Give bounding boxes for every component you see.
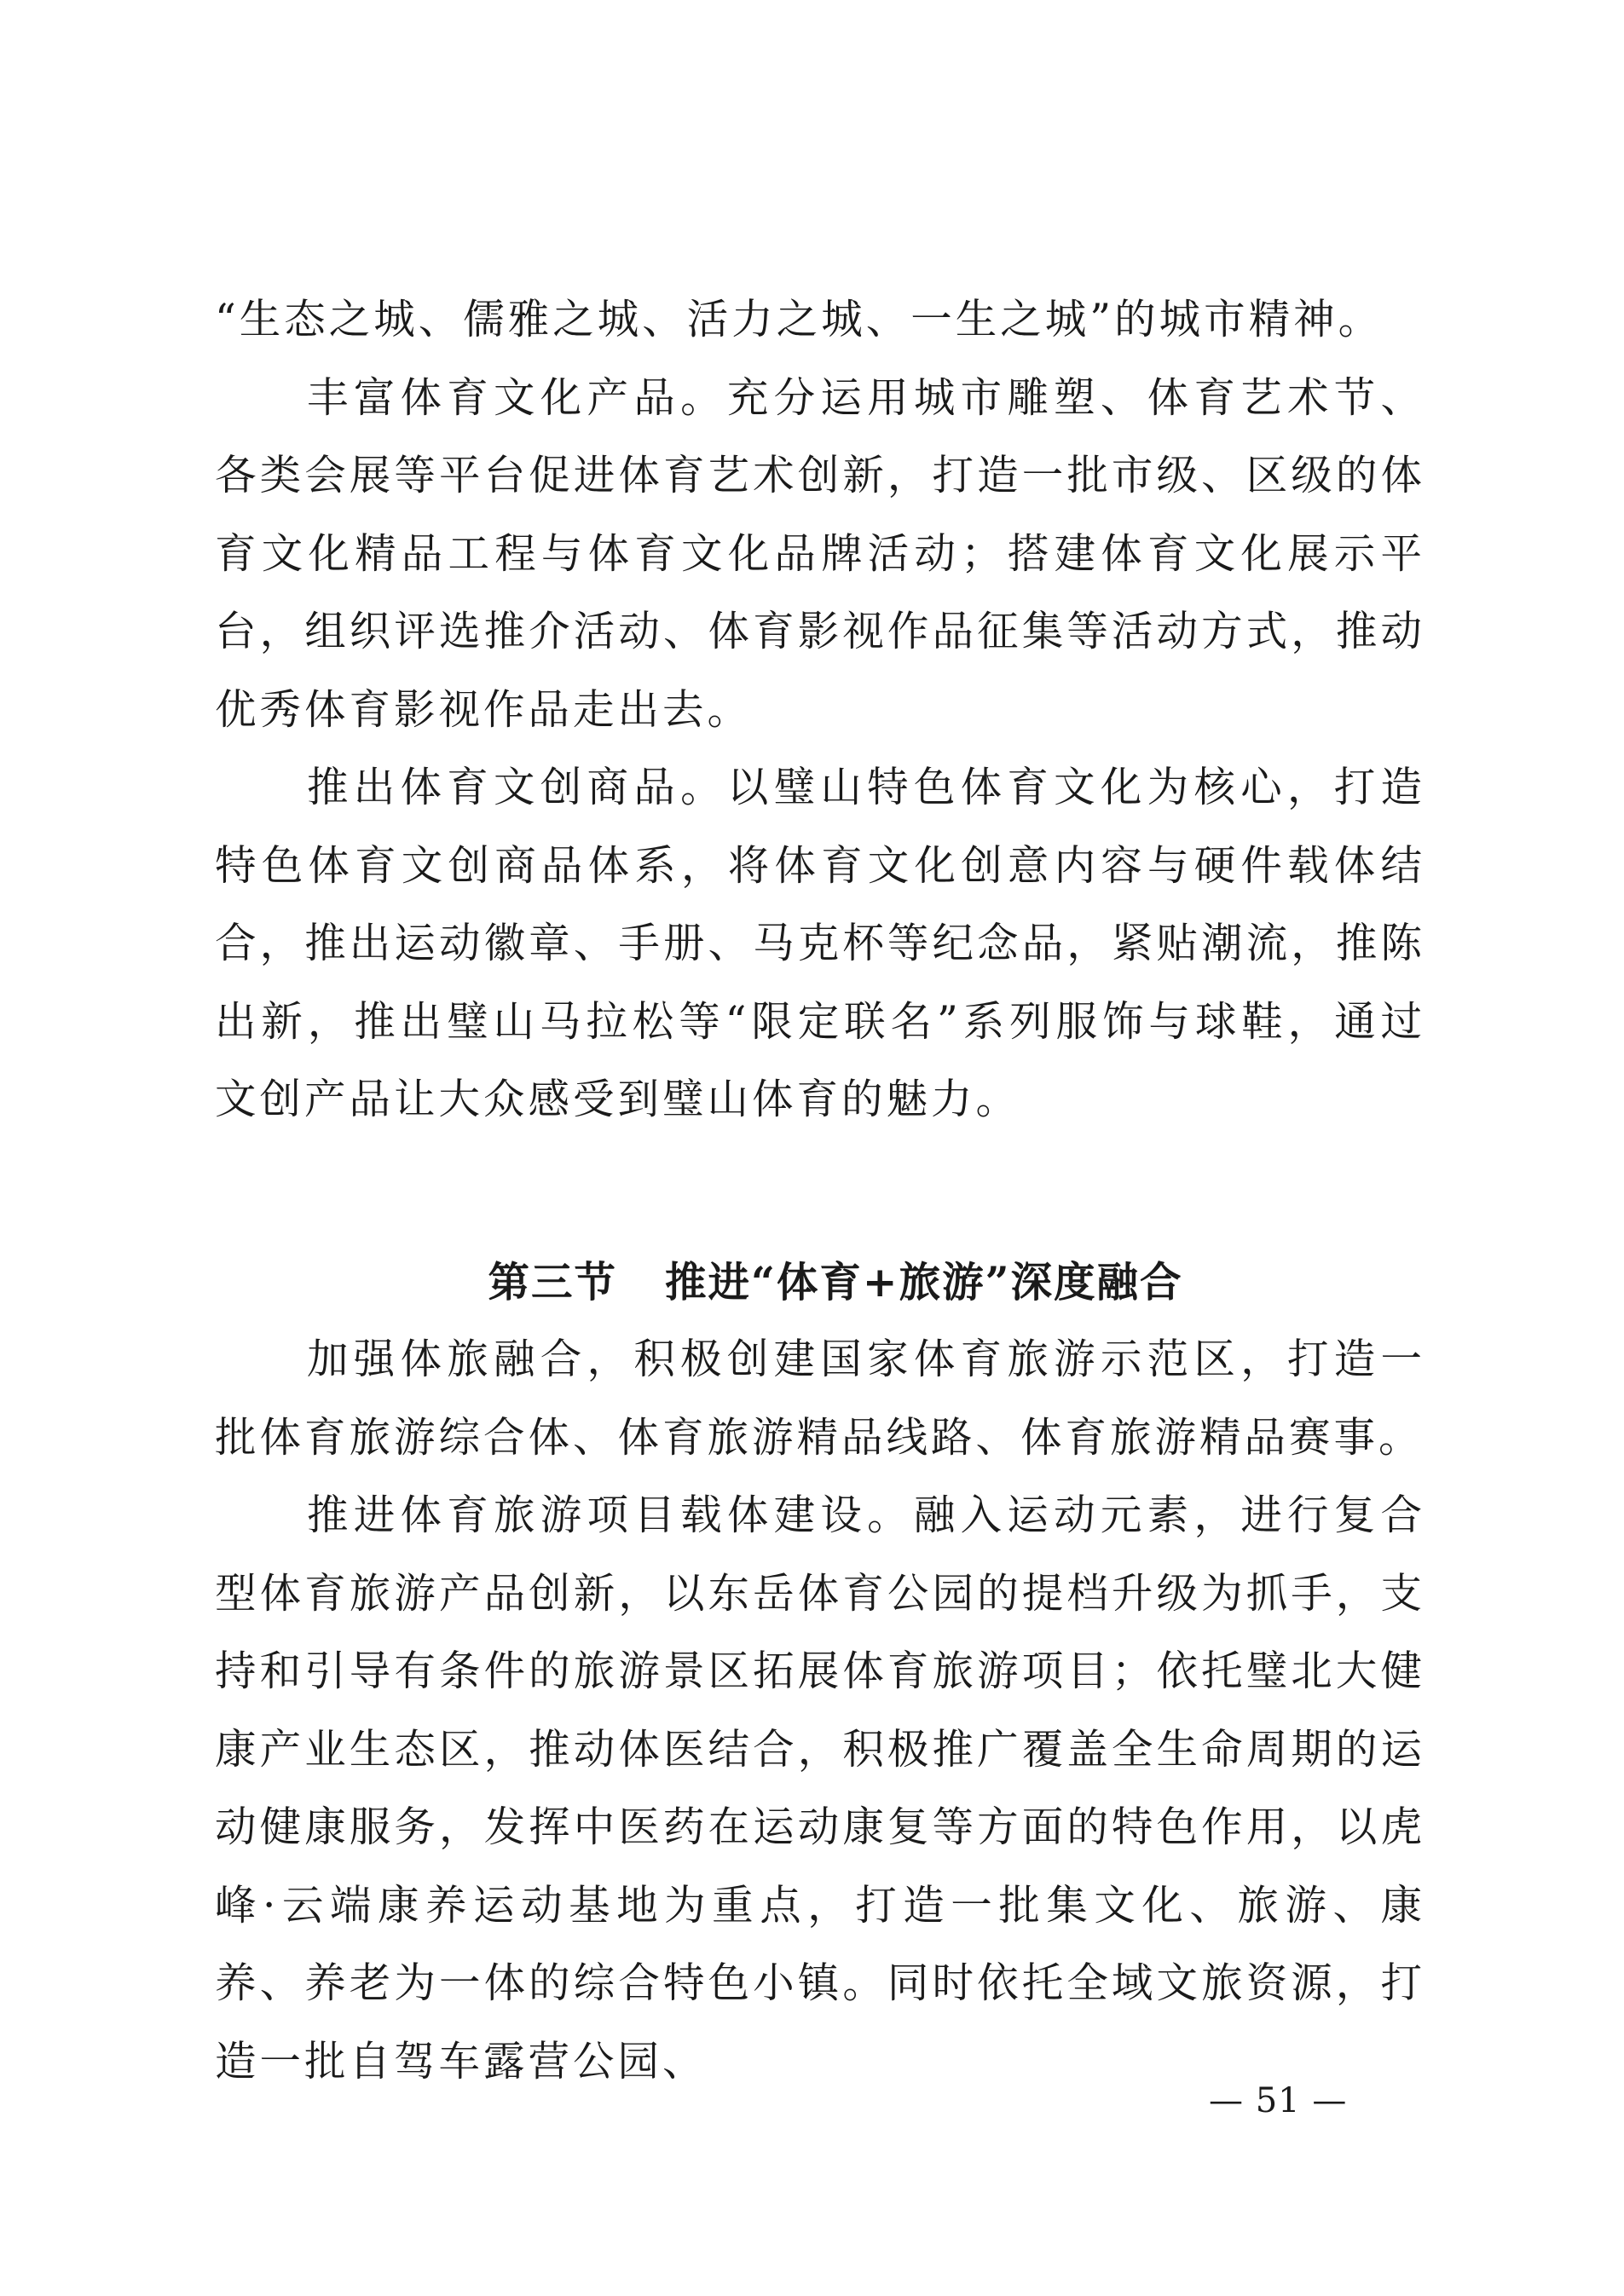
section-title: 推进“体育+旅游”深度融合 xyxy=(665,1257,1183,1307)
paragraph-sports-culture-products: 丰富体育文化产品。充分运用城市雕塑、体育艺术节、各类会展等平台促进体育艺术创新，打造一批市级、区级的体育文化精品工程与体育文化品牌活动；搭建体育文化展示平台，组织评选推介活动、体育影视作品征集等活动方式，推动优秀体育影视作品走出去。 xyxy=(215,373,1425,734)
paragraph-sports-tourism-integration: 加强体旅融合，积极创建国家体育旅游示范区，打造一批体育旅游综合体、体育旅游精品线路、体育旅游精品赛事。 xyxy=(215,1335,1425,1462)
page-number: — 51 — xyxy=(1209,2081,1348,2120)
paragraph-sports-tourism-projects: 推进体育旅游项目载体建设。融入运动元素，进行复合型体育旅游产品创新，以东岳体育公园的提档升级为抓手，支持和引导有条件的旅游景区拓展体育旅游项目；依托璧北大健康产业生态区，推动体医结合，积极推广覆盖全生命周期的运动健康服务，发挥中医药在运动康复等方面的特色作用，以虎峰·云端康养运动基地为重点，打造一批集文化、旅游、康养、养老为一体的综合特色小镇。同时依托全域文旅资源，打造一批自驾车露营公园、 xyxy=(215,1491,1425,2085)
document-body xyxy=(215,281,1425,2101)
section-heading xyxy=(215,1243,1425,1322)
paragraph-sports-creative-goods: 推出体育文创商品。以璧山特色体育文化为核心，打造特色体育文创商品体系，将体育文化创意内容与硬件载体结合，推出运动徽章、手册、马克杯等纪念品，紧贴潮流，推陈出新，推出璧山马拉松等“限定联名”系列服饰与球鞋，通过文创产品让大众感受到璧山体育的魅力。 xyxy=(215,764,1425,1123)
section-number: 第三节 xyxy=(488,1257,618,1307)
paragraph-city-spirit: “生态之城、儒雅之城、活力之城、一生之城”的城市精神。 xyxy=(215,296,1384,343)
